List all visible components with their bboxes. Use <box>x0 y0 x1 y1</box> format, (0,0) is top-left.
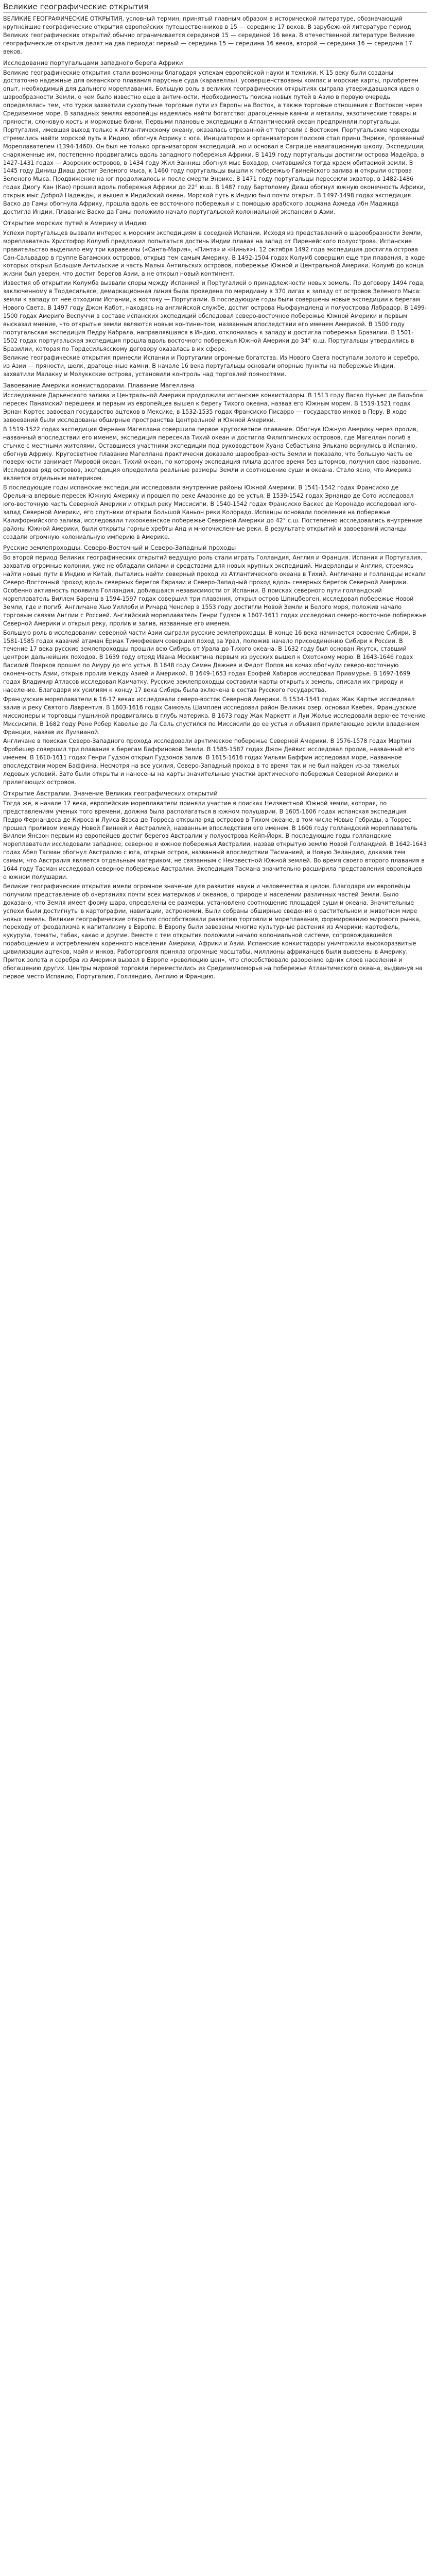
section-heading: Открытие морских путей в Америку и Индию <box>3 219 427 228</box>
section-heading: Завоевание Америки конкистадорами. Плавание Магеллана <box>3 382 427 391</box>
section-paragraph: Известия об открытии Колумба вызвали споры между Испанией и Португалией о принадлежности новых земель. По договору 1494 года, заключенному в Тордесильясе, демаркационная линия была проведена по меридиану в 370 лигах к западу от островов Зеленого Мыса: земли к западу от нее отходили Испании, к востоку — Португалии. В последующие годы были совершены новые экспедиции к берегам Нового Света. В 1497 году Джон Кабот, находясь на английской службе, достиг острова Ньюфаундленд и полуострова Лабрадор. В 1499-1500 годах Америго Веспуччи в составе испанских экспедиций обследовал северо-восточное побережье Южной Америки и первым высказал мнение, что открытые земли являются новым континентом, названным впоследствии его именем Америкой. В 1500 году португальская экспедиция Педру Кабрала, направлявшаяся в Индию, отклонилась к западу и достигла побережья Бразилии. В 1501-1502 годах португальская экспедиция прошла вдоль восточного побережья Южной Америки до 34° ю.ш. Португальцы утвердились в Бразилии, которая по Тордесильясскому договору оказалась в их сфере. <box>3 280 427 352</box>
section-paragraph: Великие географические открытия принесли Испании и Португалии огромные богатства. Из Нового Света поступали золото и серебро, из Азии — пряности, шелк, драгоценные камни. В начале 16 века португальцы основали опорные пункты на побережье Индии, захватили Малакку и Молуккские острова, установили контроль над торговлей пряностями. <box>3 354 420 378</box>
article <box>0 0 430 987</box>
section-paragraph: Великие географические открытия стали возможны благодаря успехам европейской науки и техники. К 15 веку были созданы достаточно надежные для океанского плавания парусные суда (каравеллы), усовершенствованы компас и морские карты, приобретен опыт, необходимый для дальнего мореплавания. Большую роль в великих географических открытиях сыграла утверждавшаяся идея о шарообразности Земли, о чем было известно еще в античности. Необходимость поиска новых путей в Азию в первую очередь определялась тем, что турки захватили сухопутные торговые пути из Европы на Восток, а также торговые отношения с Востоком через Средиземное море. В западных землях европейцы надеялись найти богатство: драгоценные камни и металлы, экзотические товары и пряности, слоновую кость и моржовые бивни. Первыми плановые экспедиции в Атлантический океан предприняли португальцы. Португалия, имевшая выход только к Атлантическому океану, оказалась отрезанной от торговли с Востоком. Португальские мореходы стремились найти морской путь в Индию, обогнув Африку с юга. Инициатором и организатором поисков стал принц Энрике, прозванный Мореплавателем (1394-1460). Он был не только организатором экспедиций, но и основал в Сагрише навигационную школу. Экспедиции, снаряженные им, постепенно продвигались вдоль западного побережья Африки. В 1419 году португальцы достигли острова Мадейра, в 1427-1431 годах — Азорских островов, в 1434 году Жил Эанниш обогнул мыс Бохадор, считавшийся тогда краем обитаемой земли. В 1445 году Диниш Диаш достиг Зеленого мыса, к 1460 году португальцы вышли к побережью Гвинейского залива и открыли острова Зеленого Мыса. Продвижение на юг продолжалось и после смерти Энрике. В 1471 году португальцы пересекли экватор, в 1482-1486 годах Диогу Кан (Као) прошел вдоль побережья Африки до 22° ю.ш. В 1487 году Бартоломеу Диаш обогнул южную оконечность Африки, открыв мыс Доброй Надежды, и вышел в Индийский океан. Морской путь в Индию был почти открыт. В 1497-1498 годах экспедиция Васко да Гамы обогнула Африку, прошла вдоль ее восточного побережья и с помощью арабского лоцмана Ахмеда ибн Маджида достигла Индии. Плавание Васко да Гамы положило начало португальской колониальной экспансии в Азии. <box>3 69 426 215</box>
intro-paragraph: ВЕЛИКИЕ ГЕОГРАФИЧЕСКИЕ ОТКРЫТИЯ, условный термин, принятый главным образом в исторической литературе, обозначающий крупнейшие географические открытия европейских путешественников в 15 — середине 17 веков. В зарубежной литературе период Великих географических открытий обычно ограничивается серединой 15 — серединой 16 века. В отечественной литературе Великие географические открытия делят на два периода: первый — середина 15 — середина 16 веков, второй — середина 16 — середина 17 веков. <box>3 15 415 55</box>
section-conquest-magellan <box>3 382 427 541</box>
article-intro <box>3 15 427 56</box>
section-paragraph: Англичане в поисках Северо-Западного прохода исследовали арктическое побережье Северной Америки. В 1576-1578 годах Мартин Фробишер совершил три плавания к берегам Баффиновой Земли. В 1585-1587 годах Джон Дейвис исследовал пролив, названный его именем. В 1610-1611 годах Генри Гудзон открыл Гудзонов залив. В 1615-1616 годах Уильям Баффин исследовал море, названное впоследствии морем Баффина. Несмотря на все усилия, Северо-Западный проход в то время так и не был найден из-за тяжелых ледовых условий. Зато были открыты и нанесены на карты значительные участки арктического побережья Северной Америки и прилегающих островов. <box>3 738 415 786</box>
section-paragraph: Великие географические открытия имели огромное значение для развития науки и человечества в целом. Благодаря им европейцы получили представление об очертаниях почти всех материков и океанов, о природе и населении различных частей Земли. Было доказано, что Земля имеет форму шара, определены ее размеры, установлено соотношение площадей суши и океана. Значительные успехи были достигнуты в картографии, навигации, астрономии. Были собраны обширные сведения о растительном и животном мире новых земель. Великие географические открытия способствовали развитию торговли и мореплавания, формированию мирового рынка, переходу от феодализма к капитализму в Европе. В Европу были завезены многие культурные растения из Америки: картофель, кукуруза, томаты, табак, какао и другие. Вместе с тем открытия положили начало колониальной системе, сопровождавшейся порабощением и истреблением коренного населения Америки, Африки и Азии. Испанские конкистадоры уничтожили высокоразвитые цивилизации ацтеков, майя и инков. Работорговля приняла огромные масштабы, миллионы африканцев были вывезены в Америку. Приток золота и серебра из Америки вызвал в Европе «революцию цен», что способствовало разорению одних слоев населения и обогащению других. Центры мировой торговли переместились из Средиземноморья на побережье Атлантического океана, выдвинув на первое место Испанию, Португалию, Голландию, Англию и Францию. <box>3 883 423 980</box>
section-heading: Открытие Австралии. Значение Великих географических открытий <box>3 790 427 799</box>
section-sea-routes <box>3 219 427 379</box>
section-russian-explorers <box>3 544 427 786</box>
section-heading: Исследование португальцами западного берега Африки <box>3 59 427 68</box>
section-paragraph: Французские мореплаватели в 16-17 веках исследовали северо-восток Северной Америки. В 1534-1541 годах Жак Картье исследовал залив и реку Святого Лаврентия. В 1603-1616 годах Самюэль Шамплен исследовал район Великих озер, основал Квебек. Французские миссионеры и торговцы пушниной продвигались в глубь материка. В 1673 году Жак Маркетт и Луи Жолье исследовали верхнее течение Миссисипи. В 1682 году Рене Робер Кавелье де Ла Саль спустился по Миссисипи до ее устья и объявил прилегающие земли владением Франции, назвав их Луизианой. <box>3 696 426 736</box>
section-paragraph: Успехи португальцев вызвали интерес к морским экспедициям в соседней Испании. Исходя из представлений о шарообразности Земли, мореплаватель Христофор Колумб предложил попытаться достичь Индии плавая на запад от Пиренейского полуострова. Испанские правительство выделило ему три каравеллы («Санта-Мария», «Пинта» и «Нинья»). 12 октября 1492 года экспедиция достигла острова Сан-Сальвадор в группе Багамских островов, открыв тем самым Америку. В 1492-1504 годах Колумб совершил еще три плавания, в ходе которых открыл Большие Антильские и часть Малых Антильских островов, побережье Южной и Центральной Америки. Колумб до конца жизни был уверен, что достиг берегов Азии, а не открыл новый континент. <box>3 229 425 278</box>
section-portuguese-africa <box>3 59 427 216</box>
section-paragraph: В 1519-1522 годах экспедиция Фернана Магеллана совершила первое кругосветное плавание. Обогнув Южную Америку через пролив, названный впоследствии его именем, экспедиция пересекла Тихий океан и достигла Филиппинских островов, где Магеллан погиб в стычке с местными жителями. Оставшиеся участники экспедиции под руководством Хуана Себастьяна Элькано вернулись в Испанию, обогнув Африку. Кругосветное плавание Магеллана практически доказало шарообразность Земли и показало, что большую часть ее поверхности занимает Мировой океан. Тихий океан, по которому экспедиция плыла долгое время без штормов, получил свое название. Исследовав ряд островов, экспедиция определила реальные размеры Земли и соотношение суши и океана. Стало ясно, что Америка является отдельным материком. <box>3 426 422 482</box>
section-paragraph: Большую роль в исследовании северной части Азии сыграли русские землепроходцы. В конце 16 века начинается освоение Сибири. В 1581-1585 годах казачий атаман Ермак Тимофеевич совершил поход за Урал, положив начало присоединению Сибири к России. В течение 17 века русские землепроходцы прошли всю Сибирь от Урала до Тихого океана. В 1632 году был основан Якутск, ставший центром дальнейших походов. В 1639 году отряд Ивана Москвитина первым из русских вышел к Охотскому морю. В 1643-1646 годах Василий Поярков прошел по Амуру до его устья. В 1648 году Семен Дежнев и Федот Попов на кочах обогнули северо-восточную оконечность Азии, открыв пролив между Азией и Америкой. В 1649-1653 годах Ерофей Хабаров исследовал Приамурье. В 1697-1699 годах Владимир Атласов исследовал Камчатку. Русские землепроходцы составили карты открытых земель, описали их природу и население. Благодаря их усилиям к концу 17 века Сибирь была включена в состав Русского государства. <box>3 629 416 693</box>
section-heading: Русские землепроходцы. Северо-Восточный и Северо-Западный проходы <box>3 544 427 553</box>
article-title: Великие географические открытия <box>3 2 427 13</box>
section-paragraph: Во второй период Великих географических открытий ведущую роль стали играть Голландия, Англия и Франция. Испания и Португалия, захватив огромные колонии, уже не обладали силами и средствами для новых крупных экспедиций. Нидерланды и Англия, стремясь найти новые пути в Индию и Китай, пытались найти северный проход из Атлантического океана в Тихий. Англичане и голландцы искали Северо-Восточный проход вдоль северных берегов Евразии и Северо-Западный проход вдоль северных берегов Северной Америки. Особенно активность проявила Голландия, добившаяся независимости от Испании. В поисках северного пути голландский мореплаватель Виллем Баренц в 1594-1597 годах совершил три плавания, открыл остров Шпицберген, исследовал побережье Новой Земли, где и погиб. Англичане Хью Уиллоби и Ричард Ченслер в 1553 году достигли Новой Земли и Белого моря, положив начало торговым связям Англии с Россией. Английский мореплаватель Генри Гудзон в 1607-1611 годах исследовал северо-восточное побережье Северной Америки и открыл реку, пролив и залив, названные его именем. <box>3 554 426 627</box>
section-paragraph: Исследование Дарьенского залива и Центральной Америки продолжили испанские конкистадоры. В 1513 году Васко Нуньес де Бальбоа пересек Панамский перешеек и первым из европейцев вышел к берегу Тихого океана, назвав его Южным морем. В 1519-1521 годах Эрнан Кортес завоевал государство ацтеков в Мексике, в 1532-1535 годах Франсиско Писарро — государство инков в Перу. В ходе завоеваний были исследованы обширные пространства Центральной и Южной Америки. <box>3 392 423 423</box>
section-australia-significance <box>3 790 427 981</box>
section-paragraph: В последующие годы испанские экспедиции исследовали внутренние районы Южной Америки. В 1541-1542 годах Франсиско де Орельяна впервые пересек Южную Америку и прошел по реке Амазонке до ее устья. В 1539-1542 годах Эрнандо де Сото исследовал юго-восточную часть Северной Америки и открыл реку Миссисипи. В 1540-1542 годах Франсиско Васкес де Коронадо исследовал юго-запад Северной Америки, его спутники открыли Большой Каньон реки Колорадо. Испанцы основали поселения на побережье Калифорнийского залива, исследовали тихоокеанское побережье Северной Америки до 42° с.ш. Постепенно исследовались внутренние районы Южной Америки, были открыты горные хребты Анд и многочисленные реки. В результате открытий и завоеваний испанцы создали огромную колониальную империю в Америке. <box>3 484 423 540</box>
section-paragraph: Тогда же, в начале 17 века, европейские мореплаватели приняли участие в поисках Неизвестной Южной земли, которая, по представлениям ученых того времени, должна была располагаться в южном полушарии. В 1605-1606 годах испанская экспедиция Педро Фернандеса де Кироса и Луиса Ваэса де Торреса открыла ряд островов в Тихом океане, в том числе Новые Гебриды, а Торрес прошел проливом между Новой Гвинеей и Австралией, названным впоследствии его именем. В 1606 году голландский мореплаватель Виллем Янсзон первым из европейцев достиг берегов Австралии у полуострова Кейп-Йорк. В последующие годы голландские мореплаватели исследовали западное, северное и южное побережья Австралии, назвав открытую землю Новой Голландией. В 1642-1643 годах Абел Тасман обогнул Австралию с юга, открыв остров, названный впоследствии Тасманией, и Новую Зеландию, доказав тем самым, что Австралия является отдельным материком, не связанным с Неизвестной Южной землей. Во время своего второго плавания в 1644 году Тасман исследовал северное побережье Австралии. Экспедиция Тасмана значительно расширила представления европейцев о южном полушарии. <box>3 800 427 880</box>
